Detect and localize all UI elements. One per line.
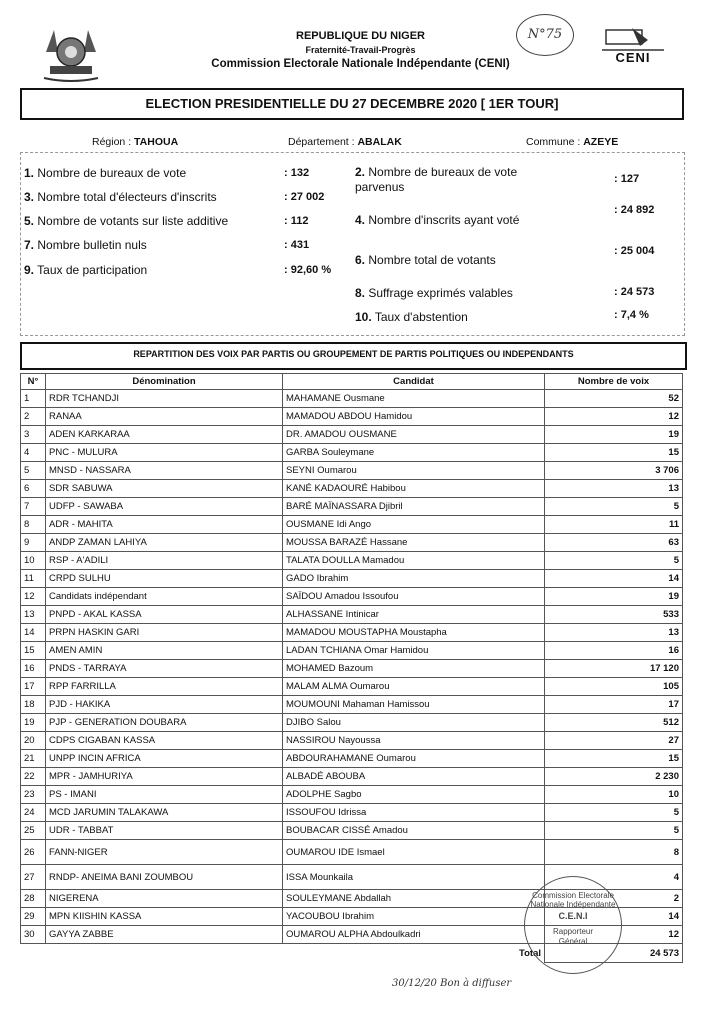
header-votes: Nombre de voix (545, 374, 683, 390)
stat-8-label (355, 286, 513, 300)
vote-count: 12 (545, 408, 683, 426)
stat-1-text: Nombre de bureaux de vote (37, 166, 187, 180)
row-number: 9 (21, 534, 46, 552)
candidate-name: ADOLPHE Sagbo (283, 786, 545, 804)
election-title-box (20, 88, 684, 120)
row-number: 19 (21, 714, 46, 732)
party-name: GAYYA ZABBE (46, 926, 283, 944)
official-seal (524, 876, 622, 974)
departement-field (288, 136, 402, 148)
vote-count: 5 (545, 822, 683, 840)
party-name: UDR - TABBAT (46, 822, 283, 840)
candidate-name: DJIBO Salou (283, 714, 545, 732)
candidate-name: TALATA DOULLA Mamadou (283, 552, 545, 570)
table-row (21, 462, 683, 480)
vote-count: 13 (545, 480, 683, 498)
vote-count: 105 (545, 678, 683, 696)
row-number: 27 (21, 865, 46, 890)
vote-count: 10 (545, 786, 683, 804)
row-number: 3 (21, 426, 46, 444)
party-name: UDFP - SAWABA (46, 498, 283, 516)
party-name: ANDP ZAMAN LAHIYA (46, 534, 283, 552)
candidate-name: ISSA Mounkaila (283, 865, 545, 890)
vote-count: 11 (545, 516, 683, 534)
election-title: ELECTION PRESIDENTIELLE DU 27 DECEMBRE 2020 [ 1ER TOUR] (145, 96, 559, 111)
vote-count: 15 (545, 444, 683, 462)
candidate-name: SAÏDOU Amadou Issoufou (283, 588, 545, 606)
departement-value: ABALAK (357, 136, 402, 148)
stat-8-value: : 24 573 (614, 286, 655, 298)
candidate-name: BARÉ MAÏNASSARA Djibril (283, 498, 545, 516)
table-row (21, 732, 683, 750)
candidate-name: ABDOURAHAMANE Oumarou (283, 750, 545, 768)
stat-4-value: : 24 892 (614, 204, 655, 216)
candidate-name: LADAN TCHIANA Omar Hamidou (283, 642, 545, 660)
vote-count: 27 (545, 732, 683, 750)
vote-count: 2 230 (545, 768, 683, 786)
party-name: ADEN KARKARAA (46, 426, 283, 444)
candidate-name: MALAM ALMA Oumarou (283, 678, 545, 696)
stat-10-text: Taux d'abstention (374, 310, 468, 324)
row-number: 20 (21, 732, 46, 750)
row-number: 21 (21, 750, 46, 768)
candidate-name: MOUMOUNI Mahaman Hamissou (283, 696, 545, 714)
row-number: 16 (21, 660, 46, 678)
candidate-name: SEYNI Oumarou (283, 462, 545, 480)
candidate-name: MAMADOU MOUSTAPHA Moustapha (283, 624, 545, 642)
candidate-name: NASSIROU Nayoussa (283, 732, 545, 750)
table-row (21, 426, 683, 444)
party-name: ADR - MAHITA (46, 516, 283, 534)
stat-5-label (24, 214, 228, 228)
table-row (21, 750, 683, 768)
row-number: 6 (21, 480, 46, 498)
row-number: 15 (21, 642, 46, 660)
row-number: 14 (21, 624, 46, 642)
row-number: 24 (21, 804, 46, 822)
stat-9-number: 9. (24, 263, 35, 277)
party-name: PS - IMANI (46, 786, 283, 804)
stat-3-text: Nombre total d'électeurs d'inscrits (37, 190, 217, 204)
stat-2-number: 2. (355, 165, 366, 179)
row-number: 17 (21, 678, 46, 696)
seal-title: C.E.N.I (558, 911, 588, 921)
party-name: MNSD - NASSARA (46, 462, 283, 480)
party-name: RSP - A'ADILI (46, 552, 283, 570)
party-name: FANN-NIGER (46, 840, 283, 865)
candidate-name: GADO Ibrahim (283, 570, 545, 588)
party-name: SDR SABUWA (46, 480, 283, 498)
stat-3-value: : 27 002 (284, 191, 325, 203)
vote-count: 12 (545, 926, 683, 944)
handwritten-signature: 30/12/20 Bon à diffuser (392, 978, 512, 989)
party-name: PRPN HASKIN GARI (46, 624, 283, 642)
table-row (21, 498, 683, 516)
party-name: RANAA (46, 408, 283, 426)
candidate-name: MOUSSA BARAZÉ Hassane (283, 534, 545, 552)
party-name: CRPD SULHU (46, 570, 283, 588)
table-row (21, 642, 683, 660)
party-name: PNPD - AKAL KASSA (46, 606, 283, 624)
stat-7-value: : 431 (284, 239, 310, 251)
stat-10-value-text: 7,4 % (620, 309, 649, 321)
stat-5-number: 5. (24, 214, 35, 228)
ceni-logo (602, 26, 664, 74)
stat-10-label (355, 310, 468, 324)
table-row (21, 390, 683, 408)
total-label: Total (519, 947, 541, 959)
table-row (21, 714, 683, 732)
stat-7-value-text: 431 (290, 239, 310, 251)
party-name: RNDP- ANEIMA BANI ZOUMBOU (46, 865, 283, 890)
table-row (21, 408, 683, 426)
vote-count: 14 (545, 570, 683, 588)
stat-9-label (24, 263, 147, 277)
table-row (21, 786, 683, 804)
vote-count: 2 (545, 890, 683, 908)
stat-7-text: Nombre bulletin nuls (37, 238, 147, 252)
region-field (92, 136, 178, 148)
row-number: 29 (21, 908, 46, 926)
stat-8-text: Suffrage exprimés valables (368, 286, 513, 300)
party-name: RPP FARRILLA (46, 678, 283, 696)
seal-line-3: Général (558, 937, 588, 946)
vote-count: 17 120 (545, 660, 683, 678)
vote-count: 14 (545, 908, 683, 926)
table-row (21, 678, 683, 696)
stat-1-number: 1. (24, 166, 35, 180)
header-denomination: Dénomination (46, 374, 283, 390)
vote-count: 8 (545, 840, 683, 865)
row-number: 18 (21, 696, 46, 714)
stat-4-label (355, 213, 519, 227)
stat-6-value: : 25 004 (614, 245, 655, 257)
vote-count: 512 (545, 714, 683, 732)
vote-count: 19 (545, 588, 683, 606)
row-number: 28 (21, 890, 46, 908)
row-number: 10 (21, 552, 46, 570)
total-value: 24 573 (545, 944, 683, 963)
commune-value: AZEYE (583, 136, 619, 148)
stat-3-number: 3. (24, 190, 35, 204)
republic-heading: REPUBLIQUE DU NIGER (296, 30, 425, 42)
row-number: 26 (21, 840, 46, 865)
seal-ring-text: Commission Electorale Nationale Indépendante (530, 891, 616, 909)
stat-3-label (24, 190, 217, 204)
vote-count: 5 (545, 804, 683, 822)
candidate-name: YACOUBOU Ibrahim (283, 908, 545, 926)
vote-count: 16 (545, 642, 683, 660)
departement-label: Département : (288, 136, 355, 148)
stat-6-label (355, 253, 496, 267)
stat-6-value-text: 25 004 (620, 245, 655, 257)
candidate-name: OUSMANE Idi Ango (283, 516, 545, 534)
header-candidate: Candidat (283, 374, 545, 390)
party-name: UNPP INCIN AFRICA (46, 750, 283, 768)
stat-9-value-text: 92,60 % (290, 264, 332, 276)
candidate-name: DR. AMADOU OUSMANE (283, 426, 545, 444)
stat-6-text: Nombre total de votants (368, 253, 496, 267)
party-name: NIGERENA (46, 890, 283, 908)
table-row (21, 624, 683, 642)
candidate-name: ALBADÉ ABOUBA (283, 768, 545, 786)
table-row (21, 804, 683, 822)
table-row (21, 480, 683, 498)
stat-4-number: 4. (355, 213, 366, 227)
row-number: 2 (21, 408, 46, 426)
vote-count: 52 (545, 390, 683, 408)
row-number: 30 (21, 926, 46, 944)
table-row (21, 822, 683, 840)
region-value: TAHOUA (134, 136, 179, 148)
table-header-row (21, 374, 683, 390)
party-name: MCD JARUMIN TALAKAWA (46, 804, 283, 822)
region-label: Région : (92, 136, 132, 148)
seal-line-2: Rapporteur (552, 927, 594, 936)
candidate-name: ISSOUFOU Idrissa (283, 804, 545, 822)
vote-count: 15 (545, 750, 683, 768)
row-number: 8 (21, 516, 46, 534)
stat-2-value-text: 127 (620, 173, 640, 185)
row-number: 23 (21, 786, 46, 804)
party-name: PJP - GENERATION DOUBARA (46, 714, 283, 732)
commune-field (526, 136, 618, 148)
stat-10-value: : 7,4 % (614, 309, 649, 321)
results-table (20, 373, 683, 963)
stat-9-text: Taux de participation (37, 263, 148, 277)
table-row (21, 696, 683, 714)
row-number: 22 (21, 768, 46, 786)
stat-1-value: : 132 (284, 167, 310, 179)
repartition-title-box (20, 342, 687, 370)
vote-count: 63 (545, 534, 683, 552)
table-row (21, 570, 683, 588)
table-row (21, 840, 683, 865)
candidate-name: SOULEYMANE Abdallah (283, 890, 545, 908)
vote-count: 3 706 (545, 462, 683, 480)
row-number: 12 (21, 588, 46, 606)
stat-7-number: 7. (24, 238, 35, 252)
vote-count: 533 (545, 606, 683, 624)
candidate-name: KANÉ KADAOURÉ Habibou (283, 480, 545, 498)
party-name: PNC - MULURA (46, 444, 283, 462)
stat-4-value-text: 24 892 (620, 204, 655, 216)
vote-count: 5 (545, 552, 683, 570)
row-number: 4 (21, 444, 46, 462)
commission-name: Commission Electorale Nationale Indépendante (CENI) (211, 58, 510, 70)
row-number: 11 (21, 570, 46, 588)
table-row (21, 534, 683, 552)
table-row (21, 660, 683, 678)
ceni-logo-text: CENI (615, 50, 651, 65)
party-name: AMEN AMIN (46, 642, 283, 660)
candidate-name: MAMADOU ABDOU Hamidou (283, 408, 545, 426)
party-name: RDR TCHANDJI (46, 390, 283, 408)
stat-2-value: : 127 (614, 173, 640, 185)
stat-5-text: Nombre de votants sur liste additive (37, 214, 229, 228)
table-row (21, 606, 683, 624)
document-number-stamp: N°75 (516, 14, 574, 56)
candidate-name: OUMAROU ALPHA Abdoulkadri (283, 926, 545, 944)
table-row (21, 516, 683, 534)
row-number: 1 (21, 390, 46, 408)
stat-3-value-text: 27 002 (290, 191, 325, 203)
stat-8-number: 8. (355, 286, 366, 300)
stat-10-number: 10. (355, 310, 372, 324)
row-number: 5 (21, 462, 46, 480)
party-name: CDPS CIGABAN KASSA (46, 732, 283, 750)
vote-count: 13 (545, 624, 683, 642)
vote-count: 19 (545, 426, 683, 444)
candidate-name: BOUBACAR CISSÉ Amadou (283, 822, 545, 840)
stat-4-text: Nombre d'inscrits ayant voté (368, 213, 520, 227)
candidate-name: ALHASSANE Intinicar (283, 606, 545, 624)
stat-5-value: : 112 (284, 215, 309, 227)
row-number: 7 (21, 498, 46, 516)
table-row (21, 444, 683, 462)
party-name: MPR - JAMHURIYA (46, 768, 283, 786)
candidate-name: OUMAROU IDE Ismael (283, 840, 545, 865)
vote-count: 4 (545, 865, 683, 890)
party-name: Candidats indépendant (46, 588, 283, 606)
table-row (21, 768, 683, 786)
candidate-name: MOHAMED Bazoum (283, 660, 545, 678)
stat-9-value: : 92,60 % (284, 264, 332, 276)
stat-1-label (24, 166, 186, 180)
national-motto: Fraternité-Travail-Progrès (305, 45, 416, 55)
header-number: N° (21, 374, 46, 390)
party-name: PJD - HAKIKA (46, 696, 283, 714)
row-number: 13 (21, 606, 46, 624)
stat-1-value-text: 132 (290, 167, 310, 179)
stat-2-text: Nombre de bureaux de vote parvenus (355, 165, 518, 194)
row-number: 25 (21, 822, 46, 840)
stat-7-label (24, 238, 147, 252)
repartition-title: REPARTITION DES VOIX PAR PARTIS OU GROUPEMENT DE PARTIS POLITIQUES OU INDEPENDANTS (133, 349, 574, 359)
table-row (21, 552, 683, 570)
stat-8-value-text: 24 573 (620, 286, 655, 298)
vote-count: 5 (545, 498, 683, 516)
candidate-name: MAHAMANE Ousmane (283, 390, 545, 408)
party-name: MPN KIISHIN KASSA (46, 908, 283, 926)
candidate-name: GARBA Souleymane (283, 444, 545, 462)
stat-6-number: 6. (355, 253, 366, 267)
vote-count: 17 (545, 696, 683, 714)
party-name: PNDS - TARRAYA (46, 660, 283, 678)
stat-5-value-text: 112 (290, 215, 309, 227)
table-row (21, 588, 683, 606)
stat-2-label (355, 165, 565, 195)
commune-label: Commune : (526, 136, 581, 148)
